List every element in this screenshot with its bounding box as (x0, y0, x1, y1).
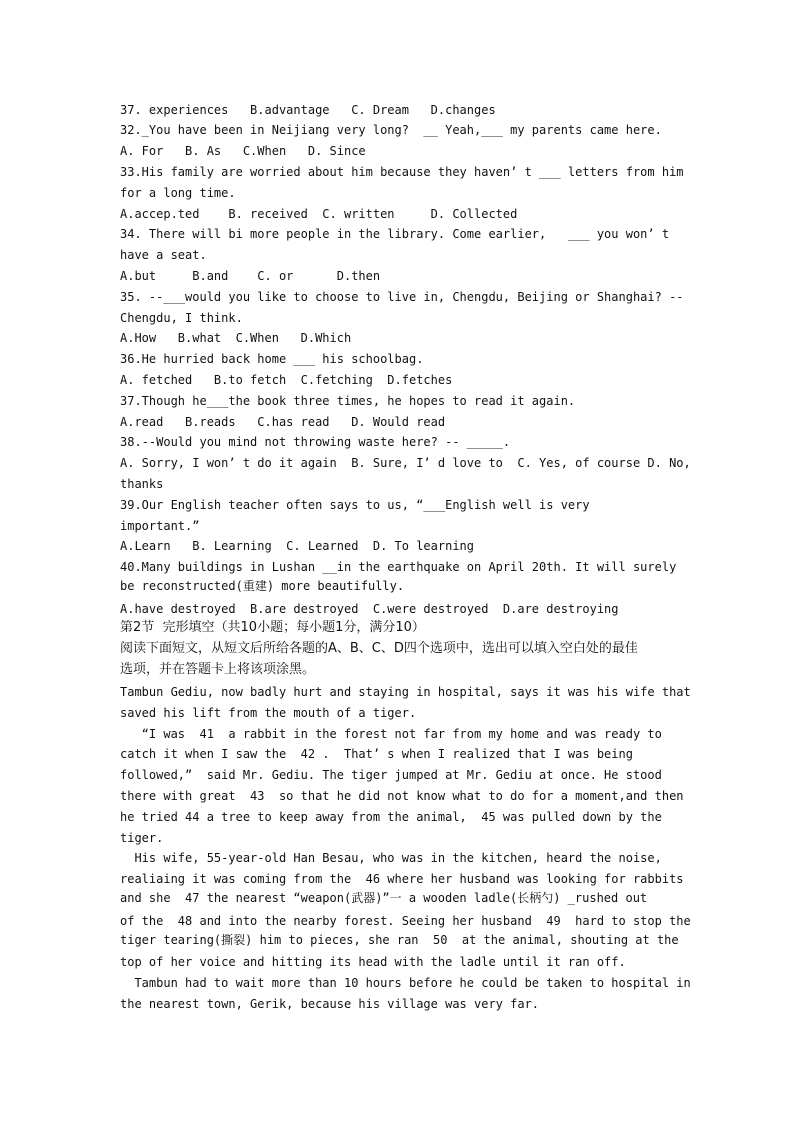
passage-line: the nearest town, Gerik, because his village was very far. (120, 997, 540, 1011)
passage-line: he tried 44 a tree to keep away from the animal, 45 was pulled down by the (120, 810, 662, 824)
passage-line: tiger tearing(撕裂) him to pieces, she ran 50 at the animal, shouting at the (120, 933, 679, 947)
text-line: 37. experiences B.advantage C. Dream D.changes (120, 103, 496, 117)
passage-line: top of her voice and hitting its head with the ladle until it ran off. (120, 955, 626, 969)
text-line: A.read B.reads C.has read D. Would read (120, 415, 446, 429)
passage-line: followed,” said Mr. Gediu. The tiger jumped at Mr. Gediu at once. He stood (120, 768, 662, 782)
text-line: important.” (120, 519, 200, 533)
text-line: thanks (120, 477, 164, 491)
text-line: 33.His family are worried about him because they haven’ t ___ letters from him (120, 165, 684, 179)
text-line: A. For B. As C.When D. Since (120, 144, 366, 158)
text-line: 34. There will bi more people in the library. Come earlier, ___ you won’ t (120, 227, 670, 241)
text-line: for a long time. (120, 186, 236, 200)
text-line: 37.Though he___the book three times, he hopes to read it again. (120, 394, 576, 408)
text-line: A.How B.what C.When D.Which (120, 331, 352, 345)
text-line: have a seat. (120, 248, 207, 262)
text-line: A.have destroyed B.are destroyed C.were destroyed D.are destroying (120, 602, 619, 616)
passage-line: Tambun had to wait more than 10 hours before he could be taken to hospital in (120, 976, 691, 990)
text-line: A.Learn B. Learning C. Learned D. To learning (120, 539, 475, 553)
passage-line: saved his lift from the mouth of a tiger. (120, 706, 417, 720)
text-line: be reconstructed(重建) more beautifully. (120, 579, 405, 593)
passage-line: and she 47 the nearest “weapon(武器)”一 a wooden ladle(长柄勺) _rushed out (120, 891, 648, 905)
text-line: 35. --___would you like to choose to live in, Chengdu, Beijing or Shanghai? -- (120, 290, 684, 304)
instruction-line: 阅读下面短文，从短文后所给各题的A、B、C、D四个选项中，选出可以填入空白处的最佳 (120, 641, 638, 656)
text-line: A.but B.and C. or D.then (120, 269, 381, 283)
passage-line: Tambun Gediu, now badly hurt and staying in hospital, says it was his wife that (120, 685, 691, 699)
text-line: 32._You have been in Neijiang very long? __ Yeah,___ my parents came here. (120, 123, 662, 137)
passage-line: tiger. (120, 831, 164, 845)
passage-line: of the 48 and into the nearby forest. Seeing her husband 49 hard to stop the (120, 914, 691, 928)
text-line: A. fetched B.to fetch C.fetching D.fetches (120, 373, 453, 387)
passage-line: His wife, 55-year-old Han Besau, who was in the kitchen, heard the noise, (120, 851, 662, 865)
passage-line: there with great 43 so that he did not know what to do for a moment,and then (120, 789, 684, 803)
text-line: Chengdu, I think. (120, 311, 243, 325)
text-line: 38.--Would you mind not throwing waste here? -- _____. (120, 435, 511, 449)
text-line: 39.Our English teacher often says to us, “___English well is very (120, 498, 590, 512)
passage-line: realiaing it was coming from the 46 where her husband was looking for rabbits (120, 872, 684, 886)
section-heading: 第2节 完形填空（共10小题；每小题1分，满分10） (120, 620, 425, 635)
instruction-line: 选项，并在答题卡上将该项涂黑。 (120, 662, 316, 677)
text-line: A. Sorry, I won’ t do it again B. Sure, I’ d love to C. Yes, of course D. No, (120, 456, 691, 470)
text-line: A.accep.ted B. received C. written D. Collected (120, 207, 518, 221)
text-line: 40.Many buildings in Lushan __in the earthquake on April 20th. It will surely (120, 560, 677, 574)
text-line: 36.He hurried back home ___ his schoolbag. (120, 352, 424, 366)
passage-line: “I was 41 a rabbit in the forest not far from my home and was ready to (120, 727, 662, 741)
passage-line: catch it when I saw the 42 . That’ s when I realized that I was being (120, 747, 633, 761)
